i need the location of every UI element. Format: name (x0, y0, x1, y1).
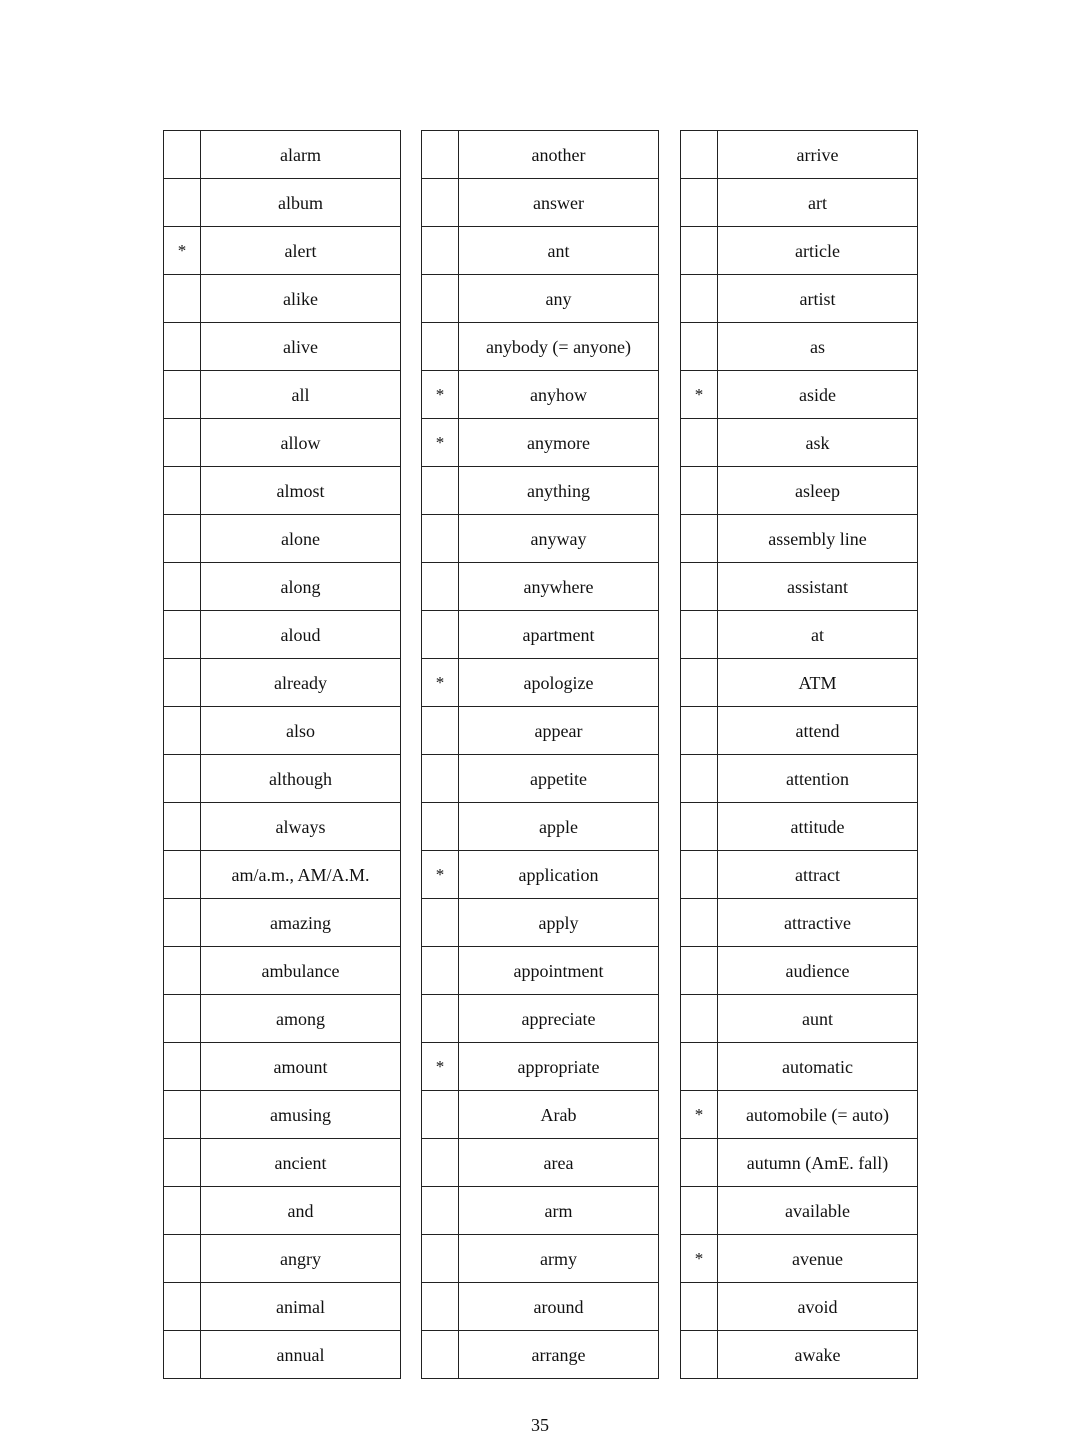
table-row (164, 1091, 401, 1139)
table-row (164, 755, 401, 803)
star-mark-cell (164, 1235, 201, 1283)
word-cell: attractive (718, 899, 918, 947)
star-mark-cell (681, 995, 718, 1043)
word-cell: amazing (201, 899, 401, 947)
word-cell: allow (201, 419, 401, 467)
word-cell: attention (718, 755, 918, 803)
star-mark-cell (422, 755, 459, 803)
star-mark-cell (164, 467, 201, 515)
word-cell: always (201, 803, 401, 851)
star-mark-cell (681, 1283, 718, 1331)
word-cell: at (718, 611, 918, 659)
star-mark-cell (422, 1187, 459, 1235)
table-row (681, 755, 918, 803)
word-cell: arrange (459, 1331, 659, 1379)
word-cell: attract (718, 851, 918, 899)
word-cell: almost (201, 467, 401, 515)
star-mark-cell (164, 1043, 201, 1091)
star-mark-cell (422, 1139, 459, 1187)
word-cell: annual (201, 1331, 401, 1379)
word-cell: amusing (201, 1091, 401, 1139)
table-row (681, 803, 918, 851)
word-cell: available (718, 1187, 918, 1235)
star-mark-cell (164, 419, 201, 467)
word-cell: attend (718, 707, 918, 755)
table-row (164, 899, 401, 947)
star-mark-cell (422, 515, 459, 563)
word-cell: album (201, 179, 401, 227)
word-cell: any (459, 275, 659, 323)
star-mark-cell (422, 899, 459, 947)
table-row (681, 1139, 918, 1187)
star-mark-cell (164, 1139, 201, 1187)
star-mark-cell: * (681, 1235, 718, 1283)
star-mark-cell: * (422, 419, 459, 467)
star-mark-cell (164, 1187, 201, 1235)
word-cell: ambulance (201, 947, 401, 995)
star-mark-cell: * (422, 659, 459, 707)
word-cell: appointment (459, 947, 659, 995)
word-cell: alone (201, 515, 401, 563)
star-mark-cell (681, 611, 718, 659)
table-row (681, 515, 918, 563)
word-cell: among (201, 995, 401, 1043)
word-cell: apologize (459, 659, 659, 707)
word-cell: appreciate (459, 995, 659, 1043)
star-mark-cell (422, 563, 459, 611)
star-mark-cell (164, 995, 201, 1043)
word-cell: alike (201, 275, 401, 323)
word-cell: arrive (718, 131, 918, 179)
word-cell: army (459, 1235, 659, 1283)
word-cell: awake (718, 1331, 918, 1379)
word-cell: article (718, 227, 918, 275)
table-row (422, 275, 659, 323)
word-cell: aloud (201, 611, 401, 659)
star-mark-cell (681, 227, 718, 275)
word-cell: also (201, 707, 401, 755)
star-mark-cell: * (164, 227, 201, 275)
star-mark-cell (681, 419, 718, 467)
table-row (164, 1043, 401, 1091)
word-cell: autumn (AmE. fall) (718, 1139, 918, 1187)
table-row (422, 371, 659, 419)
table-row (681, 899, 918, 947)
word-cell: audience (718, 947, 918, 995)
word-cell: all (201, 371, 401, 419)
star-mark-cell (164, 611, 201, 659)
star-mark-cell (681, 803, 718, 851)
word-cell: ATM (718, 659, 918, 707)
table-row (681, 275, 918, 323)
table-row (681, 1043, 918, 1091)
star-mark-cell (164, 1331, 201, 1379)
table-row (164, 275, 401, 323)
star-mark-cell (422, 1331, 459, 1379)
word-cell: already (201, 659, 401, 707)
table-row (681, 611, 918, 659)
word-cell: along (201, 563, 401, 611)
star-mark-cell: * (681, 371, 718, 419)
star-mark-cell (422, 275, 459, 323)
table-row (681, 1283, 918, 1331)
word-cell: assembly line (718, 515, 918, 563)
table-row (422, 755, 659, 803)
word-cell: apartment (459, 611, 659, 659)
table-row (164, 995, 401, 1043)
word-cell: artist (718, 275, 918, 323)
table-row (681, 419, 918, 467)
table-row (422, 179, 659, 227)
star-mark-cell (164, 659, 201, 707)
star-mark-cell (681, 1043, 718, 1091)
star-mark-cell (681, 755, 718, 803)
table-row (164, 1235, 401, 1283)
table-row (422, 563, 659, 611)
word-cell: answer (459, 179, 659, 227)
table-row (422, 1139, 659, 1187)
word-cell: asleep (718, 467, 918, 515)
table-row (422, 659, 659, 707)
word-cell: automatic (718, 1043, 918, 1091)
star-mark-cell (164, 563, 201, 611)
word-cell: another (459, 131, 659, 179)
word-cell: assistant (718, 563, 918, 611)
star-mark-cell (681, 899, 718, 947)
table-row (681, 707, 918, 755)
word-cell: arm (459, 1187, 659, 1235)
word-cell: anymore (459, 419, 659, 467)
word-cell: anyway (459, 515, 659, 563)
star-mark-cell (422, 323, 459, 371)
table-row (164, 1187, 401, 1235)
table-row (422, 899, 659, 947)
star-mark-cell (422, 1283, 459, 1331)
star-mark-cell: * (681, 1091, 718, 1139)
star-mark-cell (422, 947, 459, 995)
word-cell: ant (459, 227, 659, 275)
word-cell: alive (201, 323, 401, 371)
table-row (164, 419, 401, 467)
table-row (681, 851, 918, 899)
word-cell: apply (459, 899, 659, 947)
table-row (164, 659, 401, 707)
star-mark-cell (164, 275, 201, 323)
star-mark-cell (681, 467, 718, 515)
table-row (422, 515, 659, 563)
word-cell: angry (201, 1235, 401, 1283)
table-row (164, 467, 401, 515)
word-cell: avoid (718, 1283, 918, 1331)
star-mark-cell (164, 1091, 201, 1139)
star-mark-cell (422, 707, 459, 755)
word-cell: ancient (201, 1139, 401, 1187)
star-mark-cell (422, 995, 459, 1043)
word-cell: area (459, 1139, 659, 1187)
table-row (422, 1331, 659, 1379)
table-row (681, 1235, 918, 1283)
star-mark-cell (164, 131, 201, 179)
word-table-column-1 (163, 130, 401, 1379)
star-mark-cell (422, 467, 459, 515)
word-cell: and (201, 1187, 401, 1235)
table-row (422, 995, 659, 1043)
table-row (422, 467, 659, 515)
table-row (681, 227, 918, 275)
table-row (681, 1187, 918, 1235)
table-row (422, 131, 659, 179)
table-row (164, 323, 401, 371)
word-cell: am/a.m., AM/A.M. (201, 851, 401, 899)
word-cell: around (459, 1283, 659, 1331)
table-row (422, 419, 659, 467)
table-row (164, 179, 401, 227)
table-row (164, 1283, 401, 1331)
table-row (422, 851, 659, 899)
star-mark-cell (422, 1091, 459, 1139)
table-row (681, 947, 918, 995)
word-cell: anything (459, 467, 659, 515)
word-cell: animal (201, 1283, 401, 1331)
star-mark-cell (681, 179, 718, 227)
word-cell: anywhere (459, 563, 659, 611)
table-row (422, 323, 659, 371)
word-table-column-3 (680, 130, 918, 1379)
star-mark-cell (164, 947, 201, 995)
star-mark-cell (681, 1139, 718, 1187)
star-mark-cell (422, 227, 459, 275)
word-cell: automobile (= auto) (718, 1091, 918, 1139)
star-mark-cell (681, 323, 718, 371)
word-cell: anyhow (459, 371, 659, 419)
table-row (681, 659, 918, 707)
table-row (164, 947, 401, 995)
star-mark-cell (164, 515, 201, 563)
table-row (422, 947, 659, 995)
star-mark-cell (681, 1187, 718, 1235)
table-row (164, 131, 401, 179)
table-row (422, 227, 659, 275)
table-row (164, 851, 401, 899)
star-mark-cell (422, 611, 459, 659)
table-row (164, 1331, 401, 1379)
star-mark-cell (681, 947, 718, 995)
table-row (681, 131, 918, 179)
word-cell: appetite (459, 755, 659, 803)
star-mark-cell (681, 851, 718, 899)
star-mark-cell (422, 131, 459, 179)
table-row (681, 179, 918, 227)
star-mark-cell (164, 1283, 201, 1331)
table-row (164, 227, 401, 275)
star-mark-cell (681, 275, 718, 323)
word-cell: appropriate (459, 1043, 659, 1091)
star-mark-cell (164, 323, 201, 371)
word-cell: avenue (718, 1235, 918, 1283)
star-mark-cell (164, 803, 201, 851)
table-row (164, 371, 401, 419)
star-mark-cell (422, 803, 459, 851)
star-mark-cell: * (422, 1043, 459, 1091)
star-mark-cell (681, 515, 718, 563)
table-row (681, 1331, 918, 1379)
table-row (422, 803, 659, 851)
star-mark-cell (164, 179, 201, 227)
star-mark-cell (164, 755, 201, 803)
table-row (164, 803, 401, 851)
word-cell: anybody (= anyone) (459, 323, 659, 371)
star-mark-cell (422, 179, 459, 227)
star-mark-cell: * (422, 371, 459, 419)
table-row (681, 467, 918, 515)
word-cell: appear (459, 707, 659, 755)
table-row (681, 323, 918, 371)
table-row (422, 1283, 659, 1331)
word-cell: attitude (718, 803, 918, 851)
table-row (422, 1043, 659, 1091)
table-row (164, 515, 401, 563)
star-mark-cell (681, 131, 718, 179)
star-mark-cell (681, 659, 718, 707)
word-cell: application (459, 851, 659, 899)
table-row (681, 1091, 918, 1139)
word-cell: Arab (459, 1091, 659, 1139)
table-row (164, 611, 401, 659)
word-cell: aside (718, 371, 918, 419)
word-cell: art (718, 179, 918, 227)
table-row (422, 1091, 659, 1139)
star-mark-cell: * (422, 851, 459, 899)
star-mark-cell (681, 707, 718, 755)
word-cell: although (201, 755, 401, 803)
word-cell: alert (201, 227, 401, 275)
star-mark-cell (164, 371, 201, 419)
table-row (164, 1139, 401, 1187)
star-mark-cell (164, 851, 201, 899)
table-row (422, 1235, 659, 1283)
page-number: 35 (531, 1415, 549, 1435)
star-mark-cell (681, 1331, 718, 1379)
word-table-column-2 (421, 130, 659, 1379)
table-row (681, 371, 918, 419)
table-row (422, 1187, 659, 1235)
star-mark-cell (164, 707, 201, 755)
table-row (681, 995, 918, 1043)
table-row (164, 563, 401, 611)
table-row (422, 611, 659, 659)
word-cell: alarm (201, 131, 401, 179)
star-mark-cell (681, 563, 718, 611)
star-mark-cell (164, 899, 201, 947)
star-mark-cell (422, 1235, 459, 1283)
word-cell: aunt (718, 995, 918, 1043)
table-row (164, 707, 401, 755)
word-cell: apple (459, 803, 659, 851)
table-row (681, 563, 918, 611)
word-cell: ask (718, 419, 918, 467)
word-cell: as (718, 323, 918, 371)
table-row (422, 707, 659, 755)
word-cell: amount (201, 1043, 401, 1091)
